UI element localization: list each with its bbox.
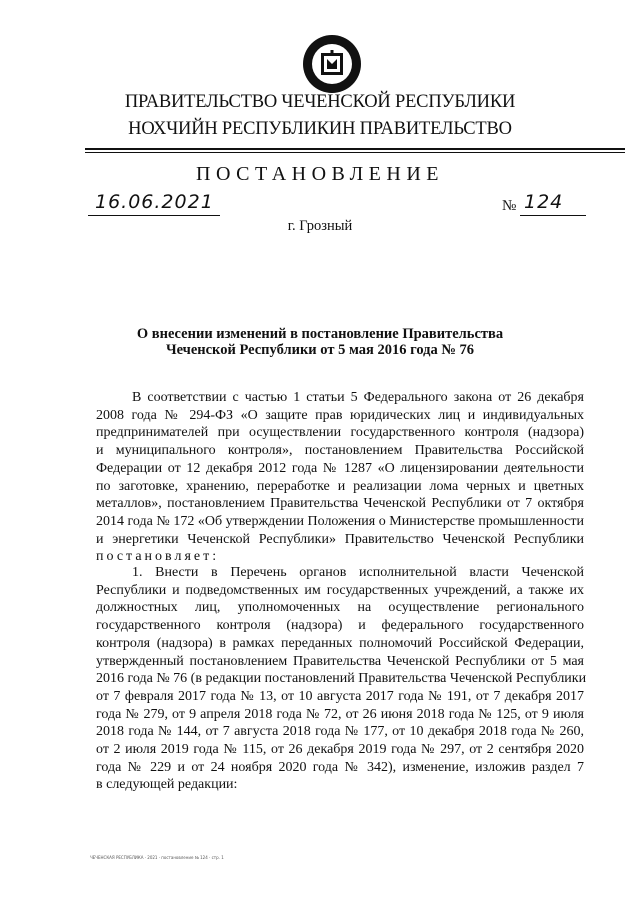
heading-line: Чеченской Республики от 5 мая 2016 года № 76 [165, 342, 475, 358]
heading-line: О внесении изменений в постановление Правительства [136, 326, 504, 342]
text-line: и энергетики Чеченской Республики» Правительство Чеченской Республики [96, 531, 584, 547]
handwritten-date: 16.06.2021 [95, 191, 214, 213]
header-divider-thick [85, 148, 625, 150]
text-line: 2008 года № 294-ФЗ «О защите прав юридических лиц и индивидуальных [96, 407, 584, 423]
government-name-chechen: НОХЧИЙН РЕСПУБЛИКИН ПРАВИТЕЛЬСТВО [128, 119, 512, 139]
text-line: от 7 февраля 2017 года № 13, от 10 августа 2017 года № 191, от 7 декабря 2017 [96, 688, 584, 704]
text-line: от 2 июля 2019 года № 115, от 26 декабря 2019 года № 297, от 2 сентября 2020 [96, 742, 584, 758]
decree-word: постановляет: [96, 549, 220, 565]
text-line: по заготовке, хранению, переработке и реализации лома черных и цветных [96, 478, 584, 494]
government-name-russian: ПРАВИТЕЛЬСТВО ЧЕЧЕНСКОЙ РЕСПУБЛИКИ [124, 92, 516, 112]
text-line: контроля (надзора) в рамках переданных полномочий Российской Федерации, [96, 635, 584, 651]
text-line: В соответствии с частью 1 статьи 5 Федерального закона от 26 декабря [132, 390, 584, 405]
preamble-paragraph [96, 389, 584, 566]
text-line: 2014 года № 172 «Об утверждении Положения о Министерстве промышленности [96, 513, 584, 529]
text-line: Республики и подведомственных им государственных учреждений, а также их [96, 582, 584, 598]
coat-of-arms-emblem-icon [301, 33, 363, 95]
text-line: года № 229 и от 24 ноября 2020 года № 342), изменение, изложив раздел 7 [96, 759, 584, 775]
clause-1-paragraph [96, 564, 587, 794]
city-name: г. Грозный [287, 218, 353, 234]
text-line: 2016 года № 76 (в редакции постановлений Правительства Чеченской Республики [96, 671, 587, 687]
number-label: № [502, 198, 517, 214]
text-line: утвержденный постановлением Правительства Чеченской Республики от 5 мая [96, 653, 584, 669]
text-line: Федерации от 12 декабря 2012 года № 1287 «О лицензировании деятельности [96, 460, 584, 476]
document-heading [0, 326, 640, 358]
date-underline [88, 215, 220, 216]
handwritten-document-number: 124 [524, 191, 564, 213]
text-line: должностных лиц, уполномоченных на осуществление регионального [96, 600, 584, 616]
text-line: предпринимателей при осуществлении государственного контроля (надзора) [96, 425, 584, 441]
footer-print-code: ЧЕЧЕНСКАЯ РЕСПУБЛИКА · 2021 · постановление № 124 · стр. 1 [90, 855, 224, 860]
text-line: года № 279, от 9 апреля 2018 года № 72, от 26 июня 2018 года № 125, от 9 июля [96, 706, 584, 722]
header-divider-thin [85, 152, 625, 153]
text-line: металлов», постановлением Правительства Чеченской Республики от 7 октября [96, 496, 584, 512]
document-type-title: ПОСТАНОВЛЕНИЕ [196, 163, 444, 185]
number-underline [520, 215, 586, 216]
text-line: в следующей редакции: [96, 777, 238, 793]
text-line: и муниципального контроля», постановлением Правительства Российской [96, 443, 584, 459]
text-line: 2018 года № 144, от 7 августа 2018 года № 177, от 10 декабря 2018 года № 260, [96, 724, 584, 740]
text-line: государственного контроля (надзора) и федерального государственного [96, 618, 584, 634]
text-line: 1. Внести в Перечень органов исполнительной власти Чеченской [132, 565, 584, 580]
